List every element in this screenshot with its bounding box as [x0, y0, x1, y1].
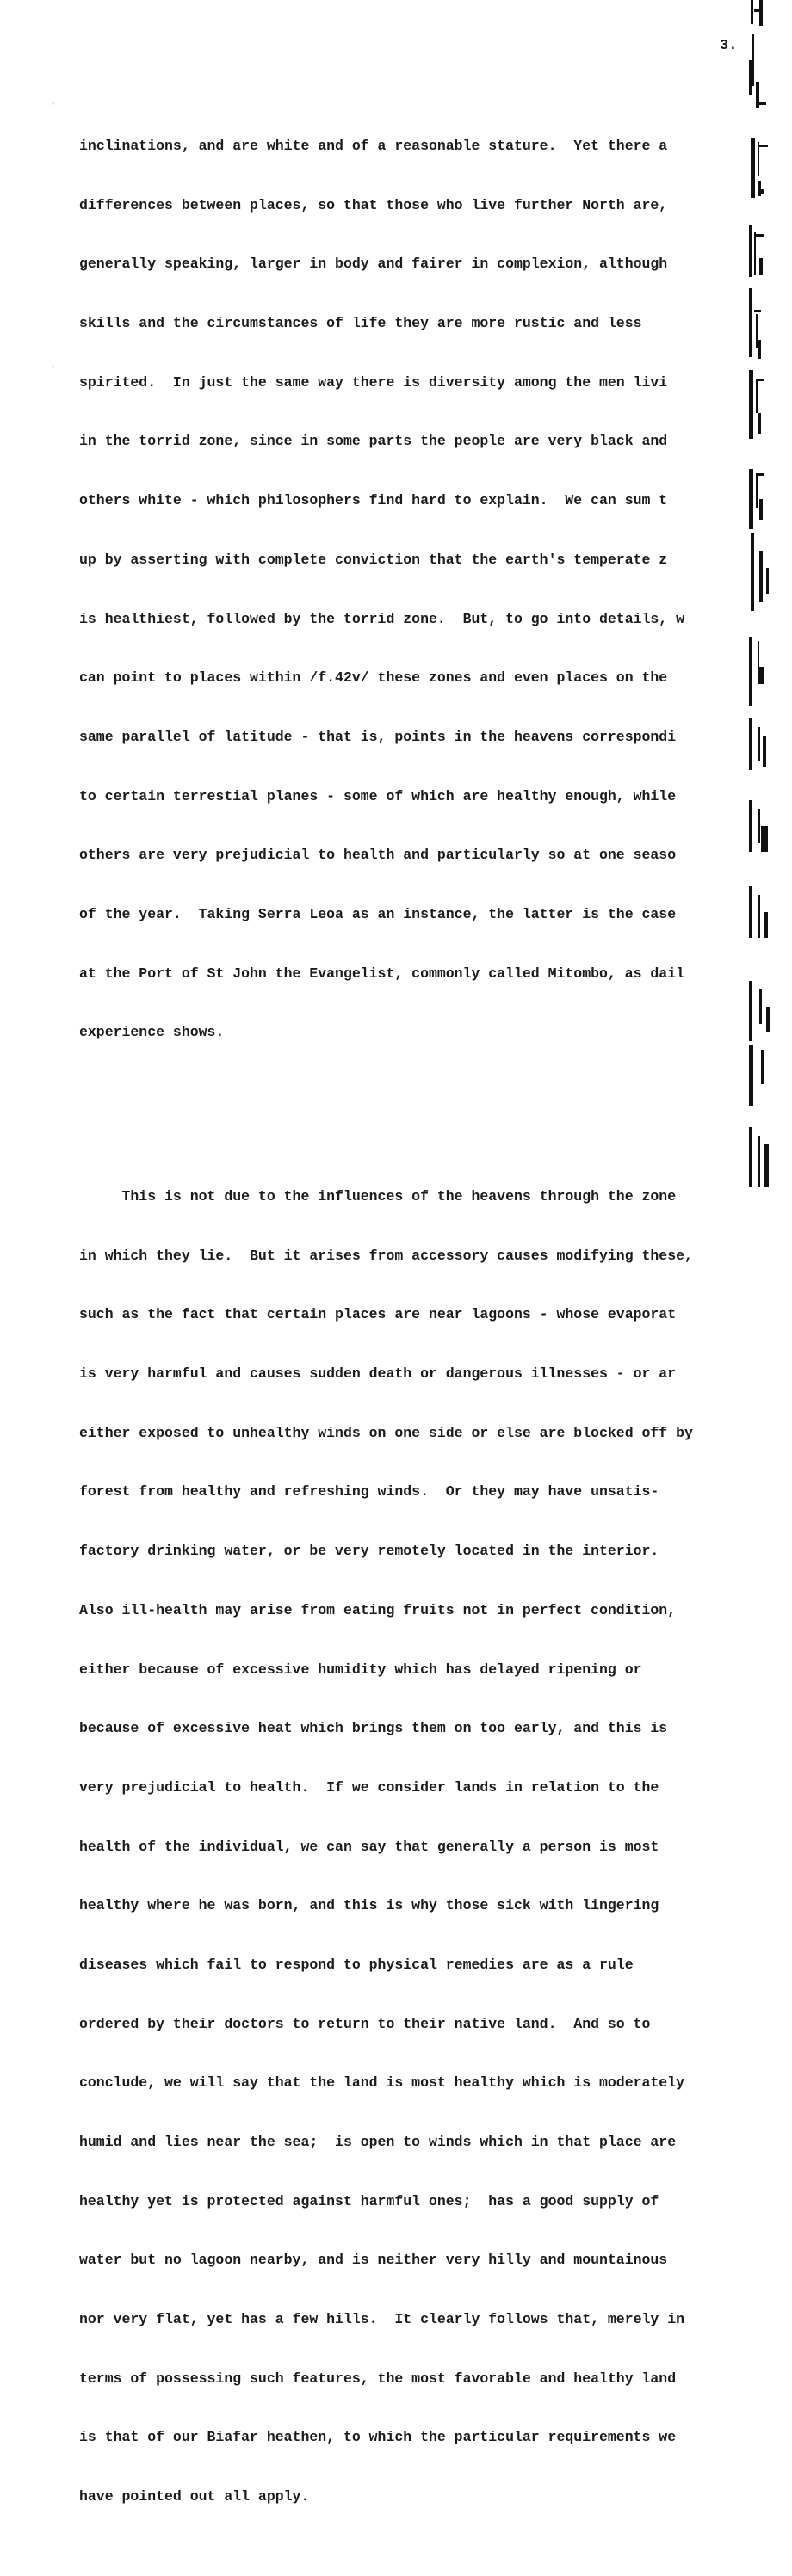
body-text — [79, 68, 768, 2576]
text-line: humid and lies near the sea; is open to winds which in that place are — [79, 2134, 677, 2150]
text-line: others white - which philosophers find hard to explain. We can sum t — [79, 492, 668, 509]
text-line: This is not due to the influences of the heavens through the zone — [79, 1188, 677, 1205]
text-line: have pointed out all apply. — [79, 2488, 310, 2505]
margin-dot: · — [50, 98, 57, 110]
text-line: healthy where he was born, and this is why those sick with lingering — [79, 1897, 659, 1914]
text-line: is that of our Biafar heathen, to which the particular requirements we — [79, 2429, 677, 2446]
text-line: can point to places within /f.42v/ these zones and even places on the — [79, 669, 668, 687]
text-line: skills and the circumstances of life they are more rustic and less — [79, 315, 642, 332]
text-line: forest from healthy and refreshing winds. Or they may have unsatis- — [79, 1483, 659, 1501]
paragraph-1 — [79, 101, 768, 1079]
paragraph-2 — [79, 1151, 768, 2543]
text-line: because of excessive heat which brings them on too early, and this is — [79, 1720, 668, 1737]
text-line: differences between places, so that those who live further North are, — [79, 196, 668, 213]
text-line: ordered by their doctors to return to their native land. And so to — [79, 2015, 651, 2032]
text-line: others are very prejudicial to health and particularly so at one seaso — [79, 847, 677, 864]
text-line: to certain terrestial planes - some of which are healthy enough, while — [79, 787, 677, 804]
text-line: in which they lie. But it arises from accessory causes modifying these, — [79, 1247, 693, 1264]
text-line: up by asserting with complete conviction that the earth's temperate z — [79, 551, 668, 568]
text-line: water but no lagoon nearby, and is neither very hilly and mountainous — [79, 2252, 668, 2269]
text-line: generally speaking, larger in body and fairer in complexion, although — [79, 256, 668, 273]
text-line: healthy yet is protected against harmful ones; has a good supply of — [79, 2192, 659, 2209]
text-line: experience shows. — [79, 1024, 225, 1041]
text-line: such as the fact that certain places are near lagoons - whose evaporat — [79, 1306, 677, 1323]
text-line: in the torrid zone, since in some parts the people are very black and — [79, 433, 668, 450]
text-line: of the year. Taking Serra Leoa as an instance, the latter is the case — [79, 905, 677, 922]
text-line: diseases which fail to respond to physical remedies are as a rule — [79, 1956, 634, 1973]
text-line: factory drinking water, or be very remotely located in the interior. — [79, 1543, 659, 1560]
margin-dot: · — [50, 361, 57, 373]
text-line: either exposed to unhealthy winds on one side or else are blocked off by — [79, 1424, 693, 1441]
text-line: nor very flat, yet has a few hills. It clearly follows that, merely in — [79, 2311, 685, 2328]
paragraph-gap — [79, 1112, 768, 1119]
binding-edge-artifact — [749, 0, 792, 1187]
text-line: is healthiest, followed by the torrid zone. But, to go into details, w — [79, 610, 685, 627]
text-line: spirited. In just the same way there is diversity among the men livi — [79, 373, 668, 391]
text-line: at the Port of St John the Evangelist, commonly called Mitombo, as dail — [79, 964, 685, 982]
text-line: either because of excessive humidity which has delayed ripening or — [79, 1661, 642, 1678]
page-number: 3. — [720, 38, 738, 54]
text-line: conclude, we will say that the land is most healthy which is moderately — [79, 2074, 685, 2092]
text-line: same parallel of latitude - that is, points in the heavens correspondi — [79, 728, 677, 745]
text-line: very prejudicial to health. If we consider lands in relation to the — [79, 1778, 659, 1796]
text-line: health of the individual, we can say that generally a person is most — [79, 1838, 659, 1855]
text-line: is very harmful and causes sudden death or dangerous illnesses - or ar — [79, 1365, 677, 1383]
text-line: inclinations, and are white and of a reasonable stature. Yet there a — [79, 138, 668, 154]
text-line: terms of possessing such features, the most favorable and healthy land — [79, 2370, 677, 2387]
text-line: Also ill-health may arise from eating fruits not in perfect condition, — [79, 1601, 677, 1618]
